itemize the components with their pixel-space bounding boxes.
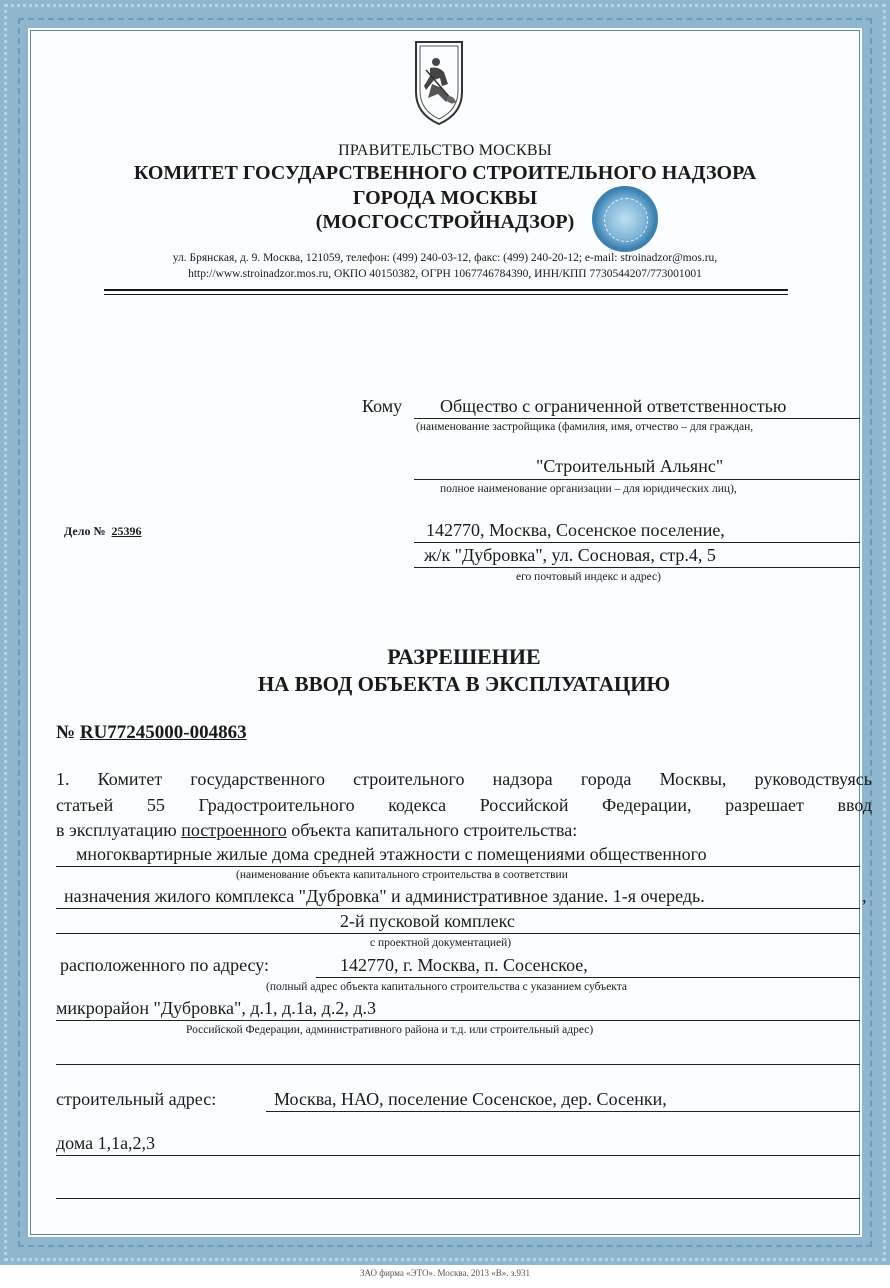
address-underline-2	[56, 1020, 860, 1021]
object-line-2: назначения жилого комплекса "Дубровка" и административное здание. 1-я очередь.	[64, 886, 705, 906]
committee-city: ГОРОДА МОСКВЫ	[352, 187, 538, 209]
build-label: строительный адрес:	[56, 1089, 217, 1109]
permit-number-label: №	[56, 722, 76, 743]
object-hint-1: (наименование объекта капитального строительства в соответствии	[236, 869, 568, 881]
object-underline-1	[56, 866, 860, 867]
document-subtitle: НА ВВОД ОБЪЕКТА В ЭКСПЛУАТАЦИЮ	[257, 672, 671, 696]
blank-line-1	[56, 1064, 860, 1065]
permit-number	[56, 722, 247, 744]
recipient-value-2: "Строительный Альянс"	[536, 456, 724, 476]
header-divider	[104, 289, 788, 291]
address-line-2: микрорайон "Дубровка", д.1, д.1а, д.2, д.3	[56, 998, 377, 1018]
header-divider-thin	[104, 294, 788, 295]
recipient-value-1: Общество с ограниченной ответственностью	[440, 396, 787, 416]
government-label: ПРАВИТЕЛЬСТВО МОСКВЫ	[338, 142, 552, 159]
object-hint-2: с проектной документацией)	[370, 937, 512, 949]
body-line-3-b: построенного	[181, 820, 287, 840]
case-number	[64, 524, 142, 539]
recipient-hint-3: его почтовый индекс и адрес)	[516, 571, 661, 583]
body-line-1: 1. Комитет государственного строительного надзора города Москвы, руководствуясь	[56, 769, 872, 789]
address-label: расположенного по адресу:	[60, 955, 270, 975]
case-value: 25396	[111, 524, 142, 538]
moscow-coat-of-arms-icon	[412, 40, 466, 126]
permit-number-value: RU77245000-004863	[79, 722, 247, 743]
body-line-3	[56, 820, 577, 841]
body-line-3-c: объекта капитального строительства:	[291, 820, 578, 840]
address-hint-1: (полный адрес объекта капитального строительства с указанием субъекта	[266, 981, 627, 993]
build-value: Москва, НАО, поселение Сосенское, дер. Сосенки,	[274, 1089, 667, 1109]
case-label: Дело №	[64, 524, 106, 538]
contacts-line-2: http://www.stroinadzor.mos.ru, ОКПО 40150382, ОГРН 1067746784390, ИНН/КПП 7730544207/773001001	[188, 268, 702, 280]
recipient-underline-2	[414, 479, 860, 480]
recipient-underline-1	[414, 418, 860, 419]
recipient-label: Кому	[362, 396, 403, 416]
object-underline-2	[56, 908, 860, 909]
build-underline-2	[56, 1155, 860, 1156]
recipient-address-1: 142770, Москва, Сосенское поселение,	[426, 520, 725, 540]
contacts-line-1: ул. Брянская, д. 9. Москва, 121059, телефон: (499) 240-03-12, факс: (499) 240-20-12; e-mail: stroinadzor@mos.ru,	[172, 252, 718, 264]
committee-name: КОМИТЕТ ГОСУДАРСТВЕННОГО СТРОИТЕЛЬНОГО НАДЗОРА	[133, 162, 757, 184]
blank-line-2	[56, 1198, 860, 1199]
address-underline-1	[316, 977, 860, 978]
hologram-seal-icon	[592, 186, 658, 252]
recipient-underline-4	[414, 567, 860, 568]
build-underline-1	[266, 1111, 860, 1112]
address-hint-2: Российской Федерации, административного района и т.д. или строительный адрес)	[186, 1024, 594, 1036]
printer-footer: ЗАО фирма «ЭТО». Москва. 2013 «В». з.931	[359, 1268, 531, 1278]
build-line-2: дома 1,1а,2,3	[56, 1133, 156, 1153]
object-underline-3	[56, 933, 860, 934]
recipient-hint-1: (наименование застройщика (фамилия, имя, отчество – для граждан,	[416, 421, 754, 433]
body-line-2: статьей 55 Градостроительного кодекса Российской Федерации, разрешает ввод	[56, 795, 872, 815]
object-line-1: многоквартирные жилые дома средней этажности с помещениями общественного	[76, 844, 707, 864]
recipient-address-2: ж/к "Дубровка", ул. Сосновая, стр.4, 5	[424, 545, 716, 565]
document-title: РАЗРЕШЕНИЕ	[387, 644, 541, 669]
recipient-underline-3	[414, 542, 860, 543]
object-line-2-mark: ,	[862, 886, 867, 906]
committee-abbreviation: (МОСГОССТРОЙНАДЗОР)	[315, 211, 575, 233]
object-line-3: 2-й пусковой комплекс	[340, 911, 515, 931]
address-value: 142770, г. Москва, п. Сосенское,	[340, 955, 588, 975]
body-line-3-a: в эксплуатацию	[56, 820, 177, 840]
recipient-hint-2: полное наименование организации – для юридических лиц),	[440, 483, 737, 495]
